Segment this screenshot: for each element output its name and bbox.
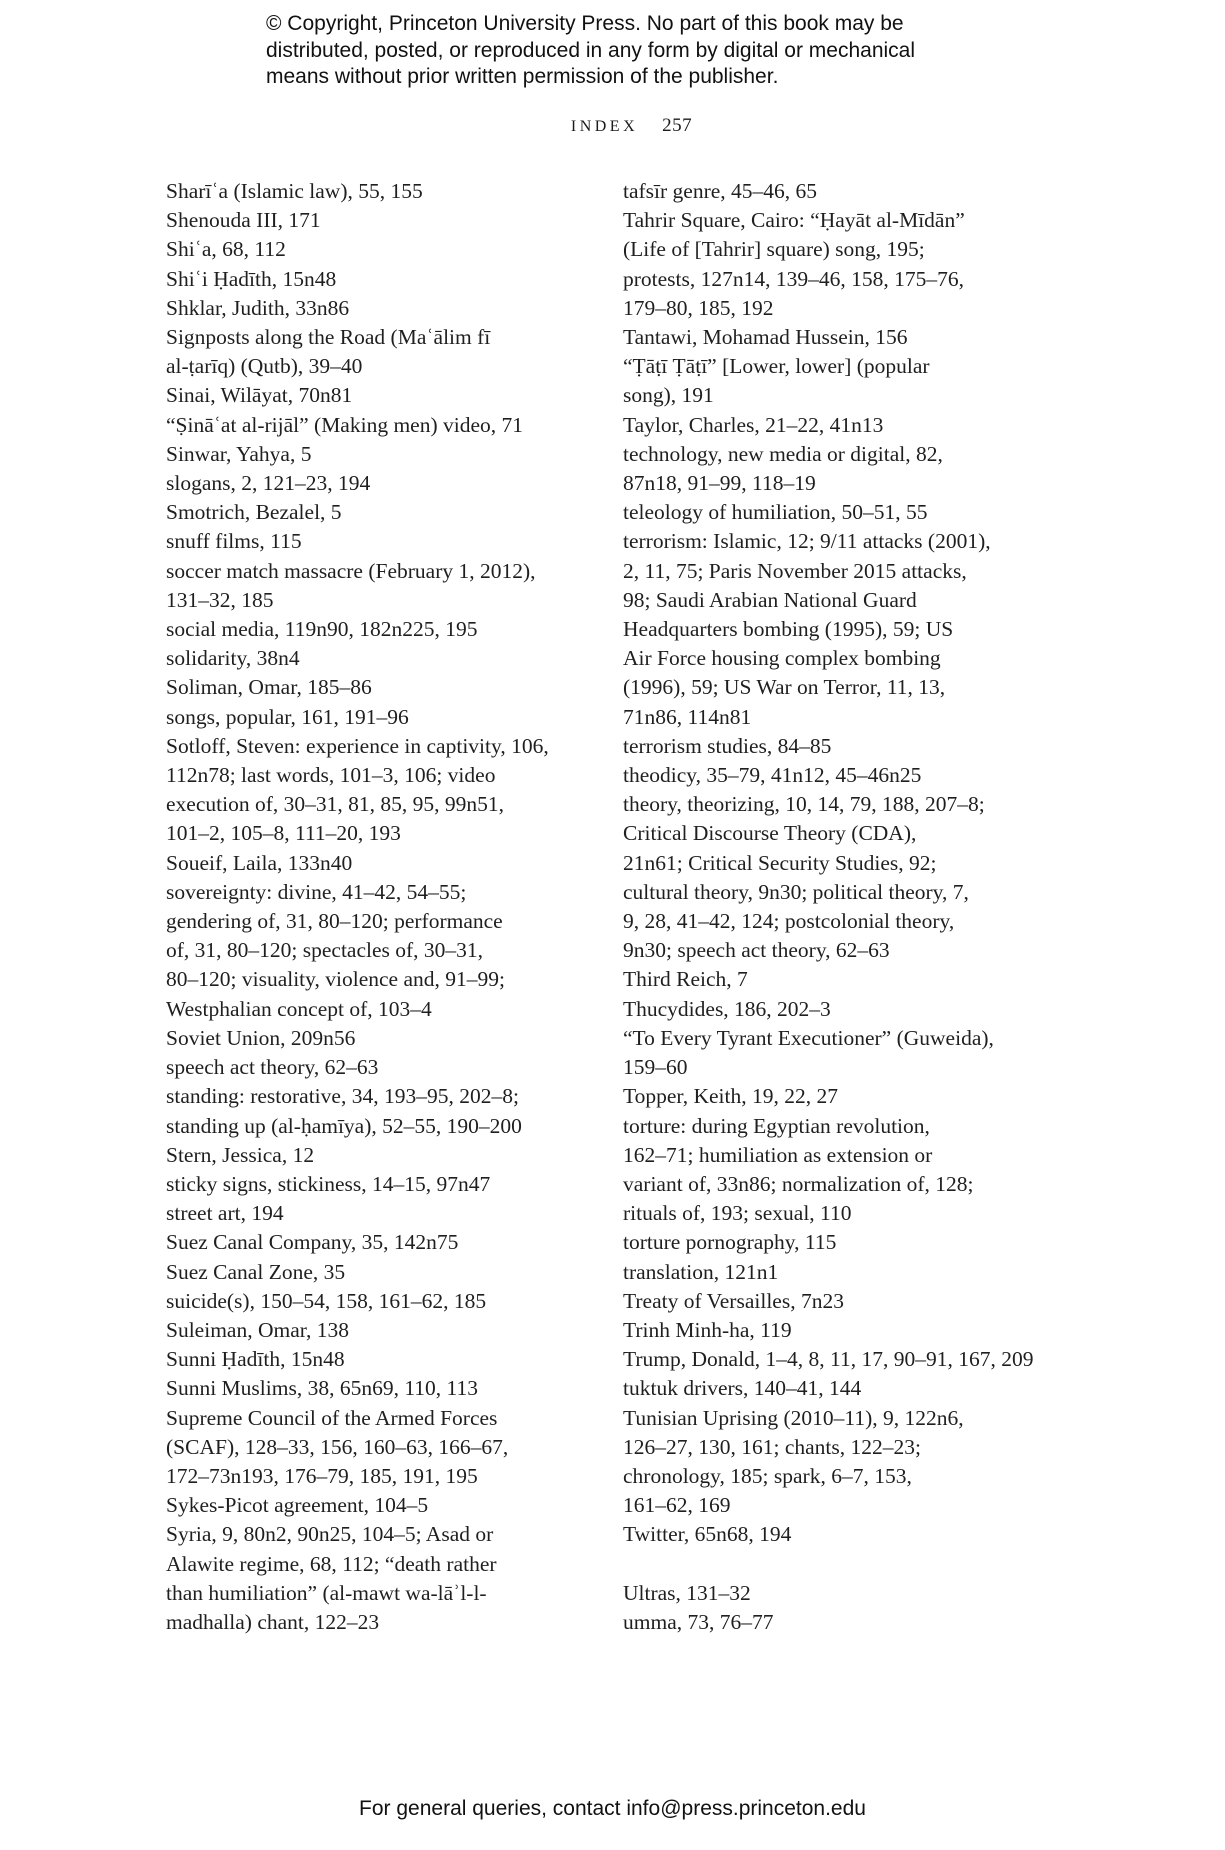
index-entry-line: sticky signs, stickiness, 14–15, 97n47: [166, 1171, 491, 1196]
index-entry-line: al-ṭarīq) (Qutb), 39–40: [166, 354, 363, 379]
index-entry-line: Ultras, 131–32: [623, 1580, 751, 1605]
index-entry-line: Soviet Union, 209n56: [166, 1025, 356, 1050]
index-entry: [166, 1228, 596, 1257]
index-entry: [623, 1579, 1043, 1608]
index-entry: [623, 498, 1043, 527]
index-entry: [623, 1374, 1043, 1403]
index-entry-line: Sotloff, Steven: experience in captivity, 106,: [166, 733, 549, 758]
index-entry-line: terrorism: Islamic, 12; 9/11 attacks (2001),: [623, 529, 991, 554]
index-entry-line: Soliman, Omar, 185–86: [166, 675, 372, 700]
index-entry: [623, 1024, 1043, 1082]
index-entry: [623, 995, 1043, 1024]
index-entry: [623, 1112, 1043, 1229]
index-entry: [166, 1199, 596, 1228]
index-entry-line: Alawite regime, 68, 112; “death rather: [166, 1551, 497, 1576]
index-entry-line: Sunni Ḥadīth, 15n48: [166, 1347, 345, 1372]
index-entry-line: theodicy, 35–79, 41n12, 45–46n25: [623, 763, 922, 788]
index-entry-line: tuktuk drivers, 140–41, 144: [623, 1376, 862, 1401]
index-entry: [166, 411, 596, 440]
index-entry-line: 21n61; Critical Security Studies, 92;: [623, 850, 937, 875]
index-entry: [166, 1316, 596, 1345]
index-entry: [166, 1404, 596, 1492]
index-entry: [623, 411, 1043, 440]
index-entry: [166, 615, 596, 644]
index-entry: [623, 1082, 1043, 1111]
index-entry-line: Smotrich, Bezalel, 5: [166, 500, 342, 525]
index-entry-line: theory, theorizing, 10, 14, 79, 188, 207–8;: [623, 792, 985, 817]
index-entry: [166, 235, 596, 264]
index-entry-line: suicide(s), 150–54, 158, 161–62, 185: [166, 1288, 487, 1313]
index-entry-line: Shiʿa, 68, 112: [166, 237, 286, 262]
index-letter-gap: [623, 1550, 1043, 1579]
index-entry-line: protests, 127n14, 139–46, 158, 175–76,: [623, 266, 965, 291]
index-entry: [623, 1258, 1043, 1287]
index-entry: [623, 790, 1043, 965]
index-entry-line: Treaty of Versailles, 7n23: [623, 1288, 844, 1313]
index-entry-line: 179–80, 185, 192: [623, 295, 774, 320]
index-entry-line: (1996), 59; US War on Terror, 11, 13,: [623, 675, 946, 700]
index-entry-line: Suleiman, Omar, 138: [166, 1317, 350, 1342]
index-entry-line: Soueif, Laila, 133n40: [166, 850, 353, 875]
index-entry-line: chronology, 185; spark, 6–7, 153,: [623, 1463, 912, 1488]
footer-contact: For general queries, contact info@press.princeton.edu: [359, 1797, 866, 1820]
copyright-line: © Copyright, Princeton University Press. No part of this book may be: [266, 12, 904, 35]
index-entry-line: Thucydides, 186, 202–3: [623, 996, 831, 1021]
index-entry-line: Sunni Muslims, 38, 65n69, 110, 113: [166, 1376, 478, 1401]
index-entry-line: Topper, Keith, 19, 22, 27: [623, 1084, 838, 1109]
index-entry: [166, 1082, 596, 1140]
index-entry: [166, 673, 596, 702]
index-entry-line: Signposts along the Road (Maʿālim fī: [166, 325, 491, 350]
index-entry-line: slogans, 2, 121–23, 194: [166, 471, 371, 496]
index-entry: [166, 849, 596, 878]
index-entry-line: 159–60: [623, 1055, 688, 1080]
index-entry: [166, 1141, 596, 1170]
index-entry: [623, 352, 1043, 410]
index-entry: [623, 1345, 1043, 1374]
index-entry: [623, 965, 1043, 994]
index-entry-line: variant of, 33n86; normalization of, 128;: [623, 1171, 974, 1196]
index-column-left: [166, 177, 596, 1637]
index-entry-line: madhalla) chant, 122–23: [166, 1609, 380, 1634]
index-entry-line: Third Reich, 7: [623, 967, 748, 992]
index-entry-line: 9n30; speech act theory, 62–63: [623, 938, 890, 963]
index-entry: [623, 527, 1043, 731]
copyright-line: distributed, posted, or reproduced in any form by digital or mechanical: [266, 38, 916, 62]
index-entry-line: than humiliation” (al-mawt wa-lāʾl-l-: [166, 1580, 487, 1605]
index-entry: [166, 878, 596, 1024]
index-entry-line: Shenouda III, 171: [166, 208, 321, 233]
index-entry: [623, 1228, 1043, 1257]
index-entry: [166, 557, 596, 615]
index-entry-line: 87n18, 91–99, 118–19: [623, 471, 816, 496]
index-entry-line: snuff films, 115: [166, 529, 302, 554]
index-entry: [623, 1520, 1043, 1549]
index-entry: [623, 732, 1043, 761]
index-entry-line: Sykes-Picot agreement, 104–5: [166, 1493, 429, 1518]
index-entry-line: soccer match massacre (February 1, 2012),: [166, 558, 536, 583]
index-entry-line: song), 191: [623, 383, 714, 408]
index-entry: [623, 1404, 1043, 1521]
index-entry-line: speech act theory, 62–63: [166, 1055, 379, 1080]
index-entry-line: 71n86, 114n81: [623, 704, 752, 729]
index-entry: [166, 206, 596, 235]
index-entry: [166, 1520, 596, 1637]
index-entry: [623, 1608, 1043, 1637]
index-entry: [166, 1345, 596, 1374]
index-entry-line: sovereignty: divine, 41–42, 54–55;: [166, 879, 467, 904]
index-entry-line: 2, 11, 75; Paris November 2015 attacks,: [623, 558, 967, 583]
index-entry-line: rituals of, 193; sexual, 110: [623, 1201, 852, 1226]
index-entry-line: technology, new media or digital, 82,: [623, 441, 943, 466]
index-entry: [166, 1374, 596, 1403]
index-entry-line: Tantawi, Mohamad Hussein, 156: [623, 325, 908, 350]
index-entry-line: Sharīʿa (Islamic law), 55, 155: [166, 179, 423, 203]
index-entry-line: Critical Discourse Theory (CDA),: [623, 821, 917, 846]
index-entry-line: (SCAF), 128–33, 156, 160–63, 166–67,: [166, 1434, 509, 1459]
index-entry-line: solidarity, 38n4: [166, 646, 300, 671]
index-entry-line: 112n78; last words, 101–3, 106; video: [166, 763, 496, 788]
index-entry-line: terrorism studies, 84–85: [623, 733, 832, 758]
index-entry-line: 126–27, 130, 161; chants, 122–23;: [623, 1434, 921, 1459]
index-entry-line: Suez Canal Company, 35, 142n75: [166, 1230, 459, 1255]
index-entry-line: cultural theory, 9n30; political theory, 7,: [623, 879, 969, 904]
index-entry-line: teleology of humiliation, 50–51, 55: [623, 500, 928, 525]
index-entry: [166, 1170, 596, 1199]
index-entry-line: Shklar, Judith, 33n86: [166, 295, 350, 320]
index-entry: [623, 1287, 1043, 1316]
index-column-right: [623, 177, 1043, 1637]
index-entry-line: gendering of, 31, 80–120; performance: [166, 909, 503, 934]
index-entry-line: 9, 28, 41–42, 124; postcolonial theory,: [623, 909, 955, 934]
index-entry-line: (Life of [Tahrir] square) song, 195;: [623, 237, 925, 262]
index-entry-line: Syria, 9, 80n2, 90n25, 104–5; Asad or: [166, 1522, 494, 1547]
index-entry: [166, 527, 596, 556]
index-entry-line: Sinai, Wilāyat, 70n81: [166, 383, 353, 408]
index-entry-line: Tahrir Square, Cairo: “Ḥayāt al-Mīdān”: [623, 208, 965, 233]
index-entry-line: Westphalian concept of, 103–4: [166, 996, 432, 1021]
index-entry-line: songs, popular, 161, 191–96: [166, 704, 409, 729]
index-entry-line: execution of, 30–31, 81, 85, 95, 99n51,: [166, 792, 504, 817]
index-entry-line: street art, 194: [166, 1201, 284, 1226]
index-entry-line: torture: during Egyptian revolution,: [623, 1113, 930, 1138]
index-entry-line: 80–120; visuality, violence and, 91–99;: [166, 967, 505, 992]
index-entry-line: umma, 73, 76–77: [623, 1609, 774, 1634]
index-entry: [623, 1316, 1043, 1345]
index-entry-line: translation, 121n1: [623, 1259, 779, 1284]
index-entry: [166, 732, 596, 849]
index-entry-line: standing: restorative, 34, 193–95, 202–8;: [166, 1084, 519, 1109]
index-entry-line: Sinwar, Yahya, 5: [166, 441, 312, 466]
page-number: 257: [662, 115, 693, 136]
index-entry-line: of, 31, 80–120; spectacles of, 30–31,: [166, 938, 484, 963]
index-entry-line: 162–71; humiliation as extension or: [623, 1142, 933, 1167]
index-entry: [623, 206, 1043, 323]
index-entry-line: Stern, Jessica, 12: [166, 1142, 315, 1167]
index-entry: [166, 1024, 596, 1053]
index-entry-line: Suez Canal Zone, 35: [166, 1259, 346, 1284]
index-entry-line: 172–73n193, 176–79, 185, 191, 195: [166, 1463, 478, 1488]
index-entry: [623, 177, 1043, 206]
index-entry: [166, 1053, 596, 1082]
running-head: [0, 115, 1225, 137]
index-entry: [166, 498, 596, 527]
index-entry: [166, 1287, 596, 1316]
index-entry-line: Trinh Minh-ha, 119: [623, 1317, 792, 1342]
index-entry-line: Tunisian Uprising (2010–11), 9, 122n6,: [623, 1405, 964, 1430]
index-entry: [166, 294, 596, 323]
index-entry-line: Air Force housing complex bombing: [623, 646, 941, 671]
index-entry-line: Taylor, Charles, 21–22, 41n13: [623, 412, 884, 437]
index-entry-line: Supreme Council of the Armed Forces: [166, 1405, 498, 1430]
index-entry-line: 131–32, 185: [166, 587, 274, 612]
index-entry-line: “Ṣināʿat al-rijāl” (Making men) video, 71: [166, 412, 524, 437]
index-entry-line: Headquarters bombing (1995), 59; US: [623, 617, 954, 642]
index-entry: [166, 644, 596, 673]
index-entry: [166, 469, 596, 498]
index-entry-line: 98; Saudi Arabian National Guard: [623, 587, 917, 612]
index-entry-line: 161–62, 169: [623, 1493, 731, 1518]
copyright-line: means without prior written permission of the publisher.: [266, 65, 779, 88]
index-entry-line: 101–2, 105–8, 111–20, 193: [166, 821, 401, 846]
index-entry: [166, 1491, 596, 1520]
index-entry: [166, 265, 596, 294]
index-entry-line: social media, 119n90, 182n225, 195: [166, 617, 478, 642]
index-entry: [166, 177, 596, 206]
index-entry-line: Shiʿi Ḥadīth, 15n48: [166, 266, 337, 291]
index-entry-line: “To Every Tyrant Executioner” (Guweida),: [623, 1025, 994, 1050]
index-entry: [166, 323, 596, 381]
index-entry-line: Trump, Donald, 1–4, 8, 11, 17, 90–91, 167, 209: [623, 1347, 1034, 1372]
index-entry-line: Twitter, 65n68, 194: [623, 1522, 792, 1547]
index-entry-line: standing up (al-ḥamīya), 52–55, 190–200: [166, 1113, 522, 1138]
index-entry: [166, 1258, 596, 1287]
copyright-notice: [266, 11, 1026, 91]
index-entry: [166, 703, 596, 732]
index-entry: [623, 761, 1043, 790]
index-entry-line: “Ṭāṭī Ṭāṭī” [Lower, lower] (popular: [623, 354, 930, 379]
index-entry: [623, 440, 1043, 498]
index-entry: [623, 323, 1043, 352]
index-entry-line: torture pornography, 115: [623, 1230, 837, 1255]
index-entry: [166, 440, 596, 469]
index-entry-line: tafsīr genre, 45–46, 65: [623, 179, 818, 203]
section-label: INDEX: [570, 118, 639, 135]
index-entry: [166, 381, 596, 410]
